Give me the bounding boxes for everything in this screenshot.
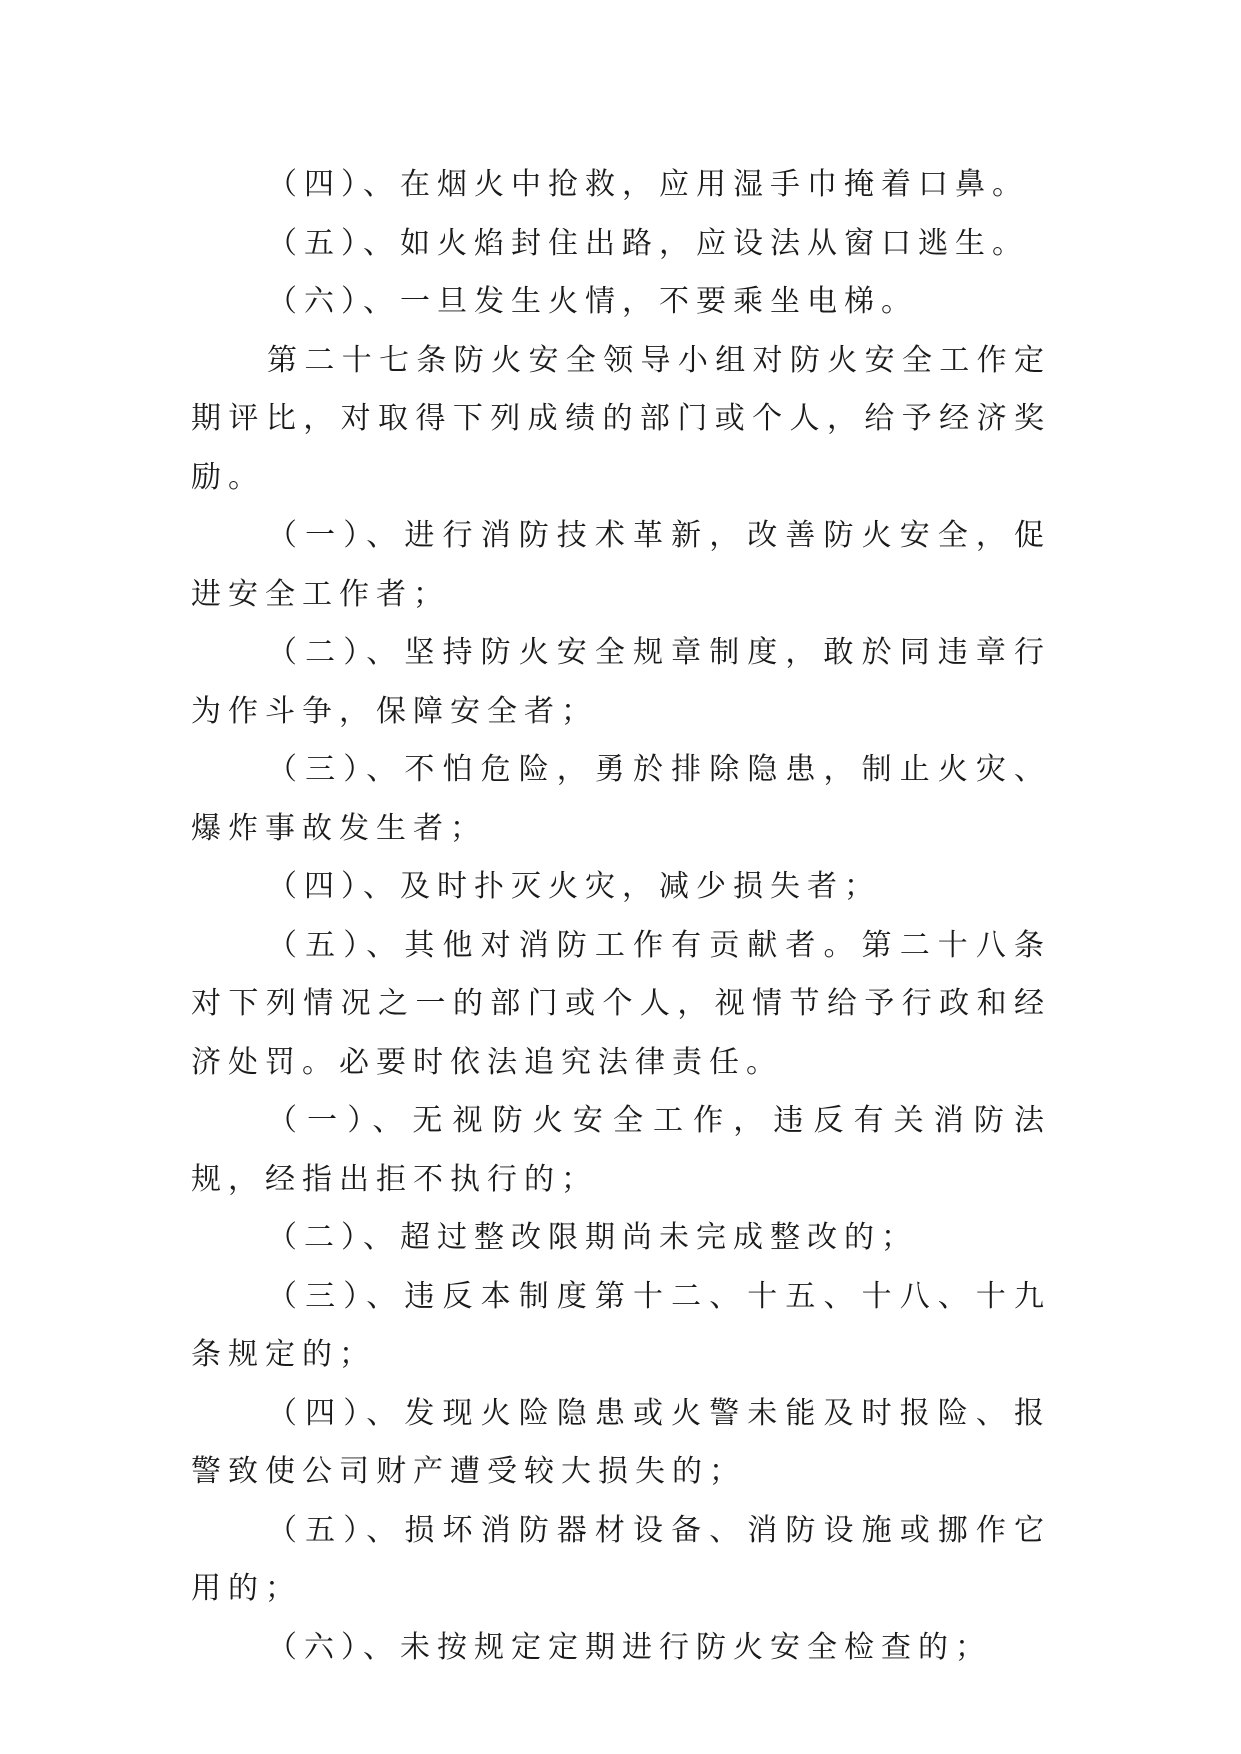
paragraph: （三）、违反本制度第十二、十五、十八、十九条规定的； — [191, 1278, 1051, 1372]
paragraph: （四）、及时扑灭火灾，减少损失者； — [267, 869, 881, 904]
paragraph: （六）、一旦发生火情，不要乘坐电梯。 — [267, 284, 918, 319]
paragraph: （一）、无视防火安全工作，违反有关消防法规，经指出拒不执行的； — [191, 1103, 1051, 1197]
document-body — [191, 156, 1051, 1677]
paragraph: 第二十七条防火安全领导小组对防火安全工作定期评比，对取得下列成绩的部门或个人，给予经济奖励。 — [191, 342, 1051, 495]
paragraph: （五）、如火焰封住出路，应设法从窗口逃生。 — [267, 225, 1029, 261]
paragraph: （四）、在烟火中抢救，应用湿手巾掩着口鼻。 — [267, 167, 1029, 202]
paragraph: （六）、未按规定定期进行防火安全检查的； — [267, 1629, 992, 1665]
paragraph: （四）、发现火险隐患或火警未能及时报险、报警致使公司财产遭受较大损失的； — [191, 1395, 1051, 1489]
paragraph: （五）、其他对消防工作有贡献者。第二十八条对下列情况之一的部门或个人，视情节给予行政和经济处罚。必要时依法追究法律责任。 — [191, 927, 1051, 1080]
paragraph: （二）、坚持防火安全规章制度，敢於同违章行为作斗争，保障安全者； — [191, 635, 1051, 729]
paragraph: （三）、不怕危险，勇於排除隐患，制止火灾、爆炸事故发生者； — [191, 752, 1051, 846]
paragraph: （一）、进行消防技术革新，改善防火安全，促进安全工作者； — [191, 518, 1051, 612]
paragraph: （五）、损坏消防器材设备、消防设施或挪作它用的； — [191, 1512, 1051, 1606]
paragraph: （二）、超过整改限期尚未完成整改的； — [267, 1220, 918, 1255]
